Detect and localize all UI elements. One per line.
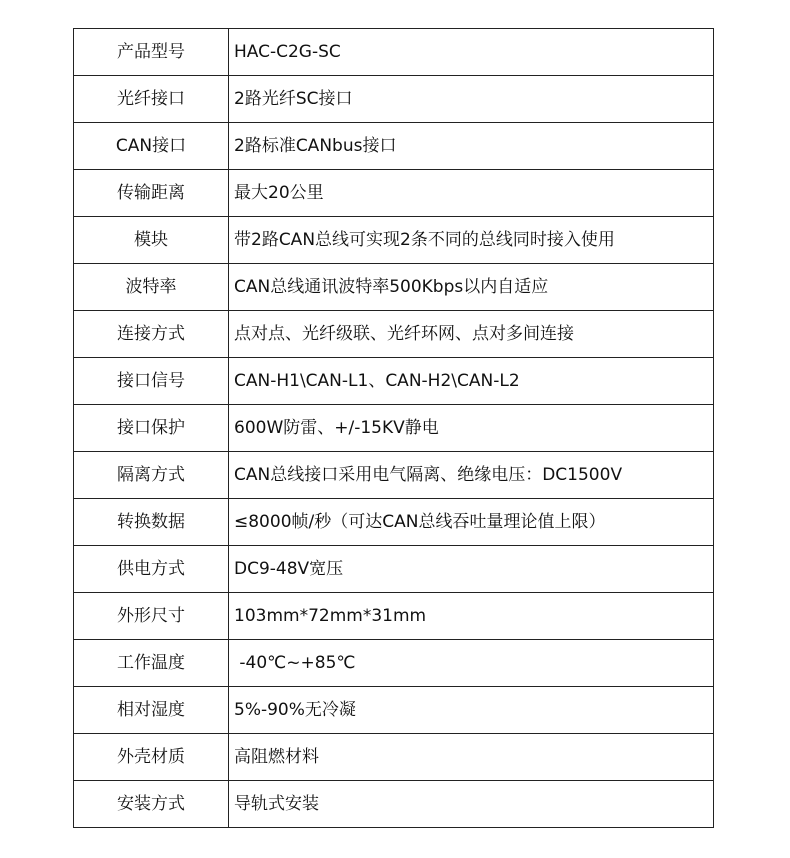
row-value: 带2路CAN总线可实现2条不同的总线同时接入使用 bbox=[229, 217, 714, 264]
row-label: 安装方式 bbox=[74, 781, 229, 828]
row-label: 相对湿度 bbox=[74, 687, 229, 734]
row-label: 光纤接口 bbox=[74, 76, 229, 123]
table-row bbox=[74, 546, 714, 593]
row-label: 接口信号 bbox=[74, 358, 229, 405]
table-row bbox=[74, 76, 714, 123]
table-row bbox=[74, 264, 714, 311]
row-value: 2路光纤SC接口 bbox=[229, 76, 714, 123]
row-label: CAN接口 bbox=[74, 123, 229, 170]
spec-table bbox=[73, 28, 714, 828]
table-row bbox=[74, 593, 714, 640]
row-value: 103mm*72mm*31mm bbox=[229, 593, 714, 640]
table-row bbox=[74, 640, 714, 687]
table-row bbox=[74, 405, 714, 452]
table-row bbox=[74, 170, 714, 217]
row-label: 隔离方式 bbox=[74, 452, 229, 499]
row-label: 供电方式 bbox=[74, 546, 229, 593]
row-value: 600W防雷、+/-15KV静电 bbox=[229, 405, 714, 452]
table-row bbox=[74, 734, 714, 781]
table-row bbox=[74, 358, 714, 405]
row-value: 导轨式安装 bbox=[229, 781, 714, 828]
row-value: -40℃~+85℃ bbox=[229, 640, 714, 687]
row-value: CAN-H1\CAN-L1、CAN-H2\CAN-L2 bbox=[229, 358, 714, 405]
row-value: 最大20公里 bbox=[229, 170, 714, 217]
table-row bbox=[74, 29, 714, 76]
row-label: 工作温度 bbox=[74, 640, 229, 687]
table-row bbox=[74, 687, 714, 734]
row-value: CAN总线通讯波特率500Kbps以内自适应 bbox=[229, 264, 714, 311]
row-label: 产品型号 bbox=[74, 29, 229, 76]
row-value: HAC-C2G-SC bbox=[229, 29, 714, 76]
row-value: 点对点、光纤级联、光纤环网、点对多间连接 bbox=[229, 311, 714, 358]
table-row bbox=[74, 311, 714, 358]
table-row bbox=[74, 123, 714, 170]
row-label: 模块 bbox=[74, 217, 229, 264]
row-label: 转换数据 bbox=[74, 499, 229, 546]
row-label: 连接方式 bbox=[74, 311, 229, 358]
row-label: 接口保护 bbox=[74, 405, 229, 452]
row-label: 外形尺寸 bbox=[74, 593, 229, 640]
row-value: DC9-48V宽压 bbox=[229, 546, 714, 593]
row-label: 传输距离 bbox=[74, 170, 229, 217]
table-row bbox=[74, 499, 714, 546]
row-value: CAN总线接口采用电气隔离、绝缘电压：DC1500V bbox=[229, 452, 714, 499]
table-row bbox=[74, 217, 714, 264]
table-row bbox=[74, 452, 714, 499]
table-row bbox=[74, 781, 714, 828]
row-label: 波特率 bbox=[74, 264, 229, 311]
row-value: 2路标准CANbus接口 bbox=[229, 123, 714, 170]
spec-table-body bbox=[74, 29, 714, 828]
row-value: 高阻燃材料 bbox=[229, 734, 714, 781]
row-label: 外壳材质 bbox=[74, 734, 229, 781]
row-value: 5%-90%无冷凝 bbox=[229, 687, 714, 734]
row-value: ≤8000帧/秒（可达CAN总线吞吐量理论值上限） bbox=[229, 499, 714, 546]
